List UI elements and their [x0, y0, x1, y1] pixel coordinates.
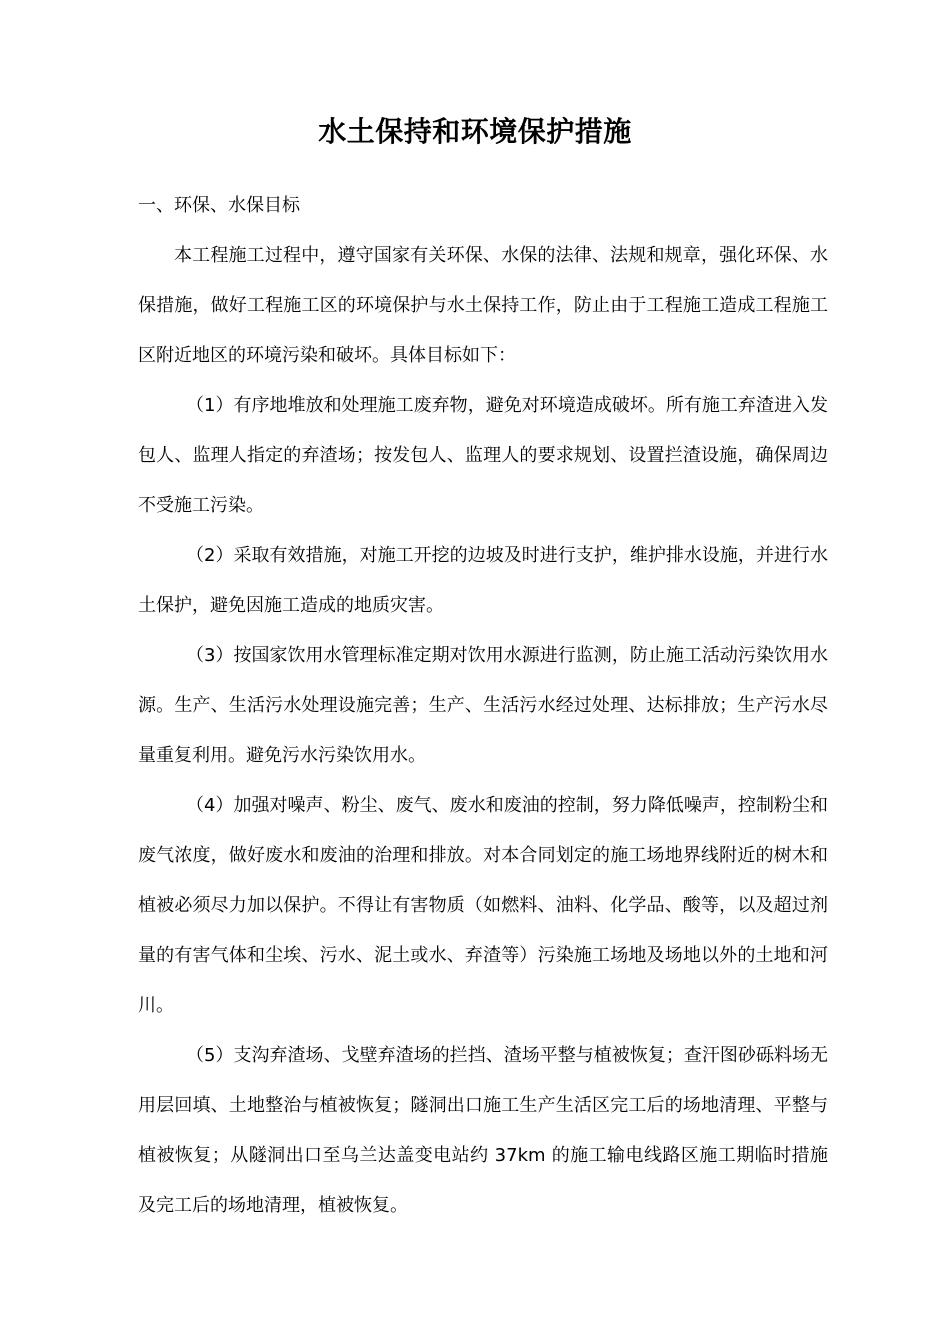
- list-item: （5）支沟弃渣场、戈壁弃渣场的拦挡、渣场平整与植被恢复；查汗图砂砾料场无用层回填、土地整治与植被恢复；隧洞出口施工生产生活区完工后的场地清理、平整与植被恢复；从隧洞出口至乌兰达盖变电站约 37km 的施工输电线路区施工期临时措施及完工后的场地清理，植被恢复。: [138, 1045, 828, 1216]
- document-body: [138, 181, 828, 1231]
- list-item: （3）按国家饮用水管理标准定期对饮用水源进行监测，防止施工活动污染饮用水源。生产、生活污水处理设施完善；生产、生活污水经过处理、达标排放；生产污水尽量重复利用。避免污水污染饮用水。: [138, 645, 828, 766]
- list-item: （1）有序地堆放和处理施工废弃物，避免对环境造成破坏。所有施工弃渣进入发包人、监理人指定的弃渣场；按发包人、监理人的要求规划、设置拦渣设施，确保周边不受施工污染。: [138, 395, 828, 516]
- intro-paragraph: 本工程施工过程中，遵守国家有关环保、水保的法律、法规和规章，强化环保、水保措施，做好工程施工区的环境保护与水土保持工作，防止由于工程施工造成工程施工区附近地区的环境污染和破坏。具体目标如下：: [138, 245, 828, 366]
- section-heading: 一、环保、水保目标: [138, 195, 300, 216]
- document-title: 水土保持和环境保护措施: [318, 115, 632, 148]
- list-item: （2）采取有效措施，对施工开挖的边坡及时进行支护，维护排水设施，并进行水土保护，避免因施工造成的地质灾害。: [138, 545, 828, 616]
- list-item: （4）加强对噪声、粉尘、废气、废水和废油的控制，努力降低噪声，控制粉尘和废气浓度，做好废水和废油的治理和排放。对本合同划定的施工场地界线附近的树木和植被必须尽力加以保护。不得让有害物质（如燃料、油料、化学品、酸等，以及超过剂量的有害气体和尘埃、污水、泥土或水、弃渣等）污染施工场地及场地以外的土地和河川。: [138, 795, 828, 1016]
